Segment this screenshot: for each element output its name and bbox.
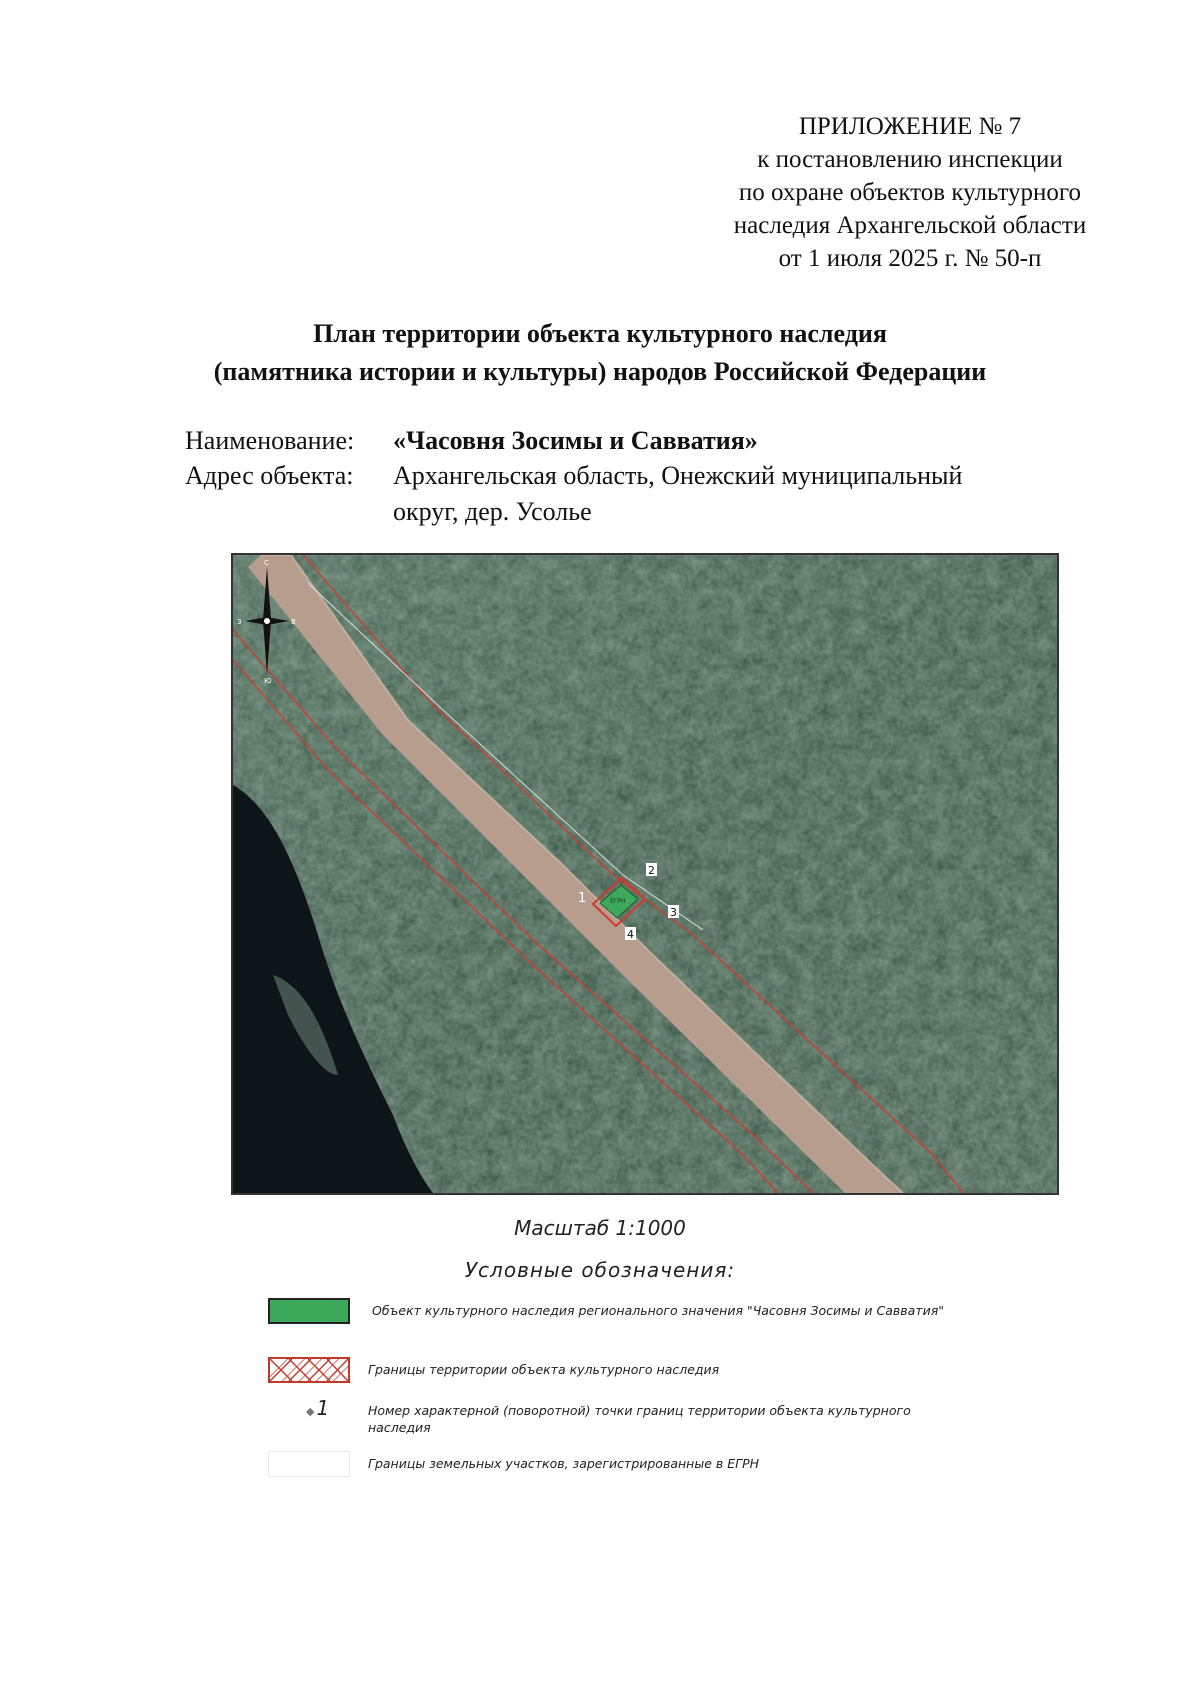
red-hatch-swatch: [268, 1357, 350, 1383]
point-marker-4: [625, 927, 636, 941]
legend-text: Границы земельных участков, зарегистрированные в ЕГРН: [368, 1456, 760, 1471]
point-marker-2: [646, 863, 657, 877]
title-line-1: План территории объекта культурного наследия: [313, 319, 887, 348]
point-number-sample: ◆ 1: [306, 1396, 330, 1420]
svg-text:1: 1: [578, 891, 587, 906]
site-plan-map: [231, 553, 1059, 1195]
svg-text:2: 2: [648, 864, 655, 877]
legend-item-point-number: [268, 1396, 1068, 1435]
point-dot-icon: ◆: [306, 1405, 315, 1418]
appendix-line: наследия Архангельской области: [733, 212, 1087, 239]
document-title: [100, 315, 1100, 391]
legend-item-object: [268, 1298, 1068, 1328]
object-label: ЕГРН: [610, 898, 626, 905]
compass-west: З: [237, 618, 242, 626]
svg-text:3: 3: [670, 906, 677, 919]
title-line-2: (памятника истории и культуры) народов Российской Федерации: [213, 357, 987, 386]
legend-text: Границы территории объекта культурного наследия: [368, 1362, 720, 1377]
appendix-line: по охране объектов культурного: [738, 179, 1082, 206]
object-address-label: Адрес объекта:: [185, 461, 354, 490]
svg-text:4: 4: [627, 928, 634, 941]
appendix-line: к постановлению инспекции: [757, 146, 1063, 173]
green-fill-swatch: [268, 1298, 350, 1324]
legend-text: Объект культурного наследия регионального значения "Часовня Зосимы и Савватия": [372, 1303, 944, 1318]
compass-south: Ю: [264, 677, 272, 685]
object-name-label: Наименование:: [185, 426, 355, 455]
legend-item-territory-boundary: [268, 1357, 1068, 1387]
point-marker-3: [668, 905, 679, 919]
legend-text: Номер характерной (поворотной) точки границ территории объекта культурного наследия: [368, 1403, 911, 1435]
appendix-header: [650, 110, 1170, 275]
white-outline-swatch: [268, 1451, 350, 1477]
object-address-value: Архангельская область, Онежский муниципальный округ, дер. Усолье: [393, 461, 963, 526]
legend-item-egrn-parcels: [268, 1451, 1068, 1481]
compass-east: В: [291, 618, 296, 626]
legend-title: Условные обозначения:: [464, 1258, 736, 1282]
appendix-line: ПРИЛОЖЕНИЕ № 7: [798, 113, 1022, 140]
appendix-line: от 1 июля 2025 г. № 50-п: [778, 245, 1042, 272]
compass-north: С: [264, 559, 269, 567]
point-marker-1: [578, 891, 586, 906]
object-name-value: «Часовня Зосимы и Савватия»: [393, 426, 758, 455]
scale-label: Масштаб 1:1000: [514, 1216, 686, 1240]
